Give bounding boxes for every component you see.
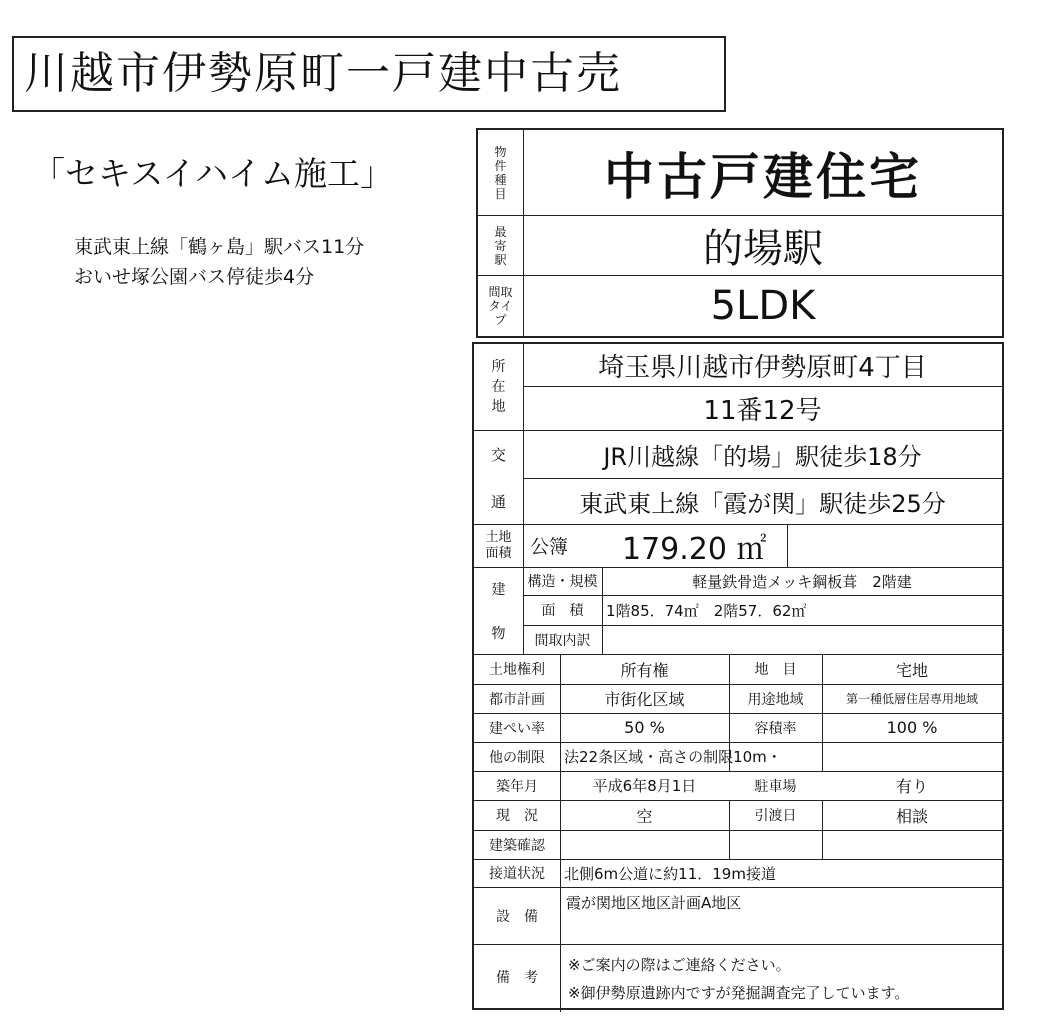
zoning-value: 第一種低層住居専用地域 xyxy=(845,692,978,706)
location-line-1: 埼玉県川越市伊勢原町4丁目 xyxy=(598,352,927,383)
access-line-1: 東武東上線「鶴ヶ島」駅バス11分 xyxy=(74,236,365,258)
summary-value-station: 的場駅 xyxy=(703,226,823,272)
remarks-line-2: ※御伊勢原遺跡内ですが発掘調査完了しています。 xyxy=(568,984,910,1002)
coverage-label: 建ぺい率 xyxy=(489,720,545,737)
summary-label-layout: 間取タイプ xyxy=(478,276,524,336)
handover-label: 引渡日 xyxy=(754,808,797,824)
built-value: 平成6年8月1日 xyxy=(592,777,697,795)
built-label: 築年月 xyxy=(496,778,538,795)
chimoku-value: 宅地 xyxy=(895,660,928,680)
layout-breakdown-value xyxy=(602,625,1002,654)
handover-value: 相談 xyxy=(895,806,928,826)
transport-line-1: JR川越線「的場」駅徒歩18分 xyxy=(603,442,922,471)
building-label-2: 物 xyxy=(491,625,506,642)
location-label: 所在地 xyxy=(491,359,506,415)
area-value: 1階85．74㎡ 2階57．62㎡ xyxy=(606,601,807,620)
confirm-value xyxy=(560,830,1002,859)
status-value: 空 xyxy=(636,806,653,826)
summary-row-station xyxy=(478,216,1002,276)
structure-value: 軽量鉄骨造メッキ鋼板葺 2階建 xyxy=(692,572,912,591)
land-area-label: 土地面積 xyxy=(485,529,512,561)
layout-breakdown-label: 間取内訳 xyxy=(534,632,591,649)
restriction-label: 他の制限 xyxy=(489,749,545,766)
city-plan-value: 市街化区域 xyxy=(604,690,685,709)
land-area-value: 179.20 ㎡ xyxy=(622,531,767,567)
coverage-value: 50 % xyxy=(624,718,665,737)
restriction-value: 法22条区域・高さの制限10m・ xyxy=(564,748,782,766)
summary-label-station: 最寄駅 xyxy=(478,216,524,275)
road-value: 北側6m公道に約11．19m接道 xyxy=(564,864,776,883)
far-label: 容積率 xyxy=(754,720,797,737)
chimoku-label: 地 目 xyxy=(754,662,797,678)
land-area-kind: 公簿 xyxy=(530,536,569,558)
status-label: 現 況 xyxy=(496,808,538,824)
parking-value: 有り xyxy=(895,777,928,796)
remarks-label: 備 考 xyxy=(496,970,538,986)
location-line-2: 11番12号 xyxy=(703,395,822,426)
summary-row-layout xyxy=(478,276,1002,336)
transport-label-2: 通 xyxy=(490,492,506,511)
summary-label-type: 物件種目 xyxy=(478,130,524,215)
confirm-label: 建築確認 xyxy=(489,837,545,854)
summary-table xyxy=(476,128,1004,338)
land-right-value: 所有権 xyxy=(620,660,669,680)
builder-note: 「セキスイハイム施工」 xyxy=(32,154,394,193)
page-title: 川越市伊勢原町一戸建中古売 xyxy=(12,36,726,112)
structure-label: 構造・規模 xyxy=(527,574,598,590)
parking-label: 駐車場 xyxy=(754,778,797,795)
facility-label: 設 備 xyxy=(496,908,538,925)
summary-row-type xyxy=(478,130,1002,216)
transport-label-1: 交 xyxy=(490,445,506,464)
building-label-1: 建 xyxy=(491,582,506,598)
access-line-2: おいせ塚公園バス停徒歩4分 xyxy=(74,266,315,288)
land-right-label: 土地権利 xyxy=(489,662,545,678)
remarks-line-1: ※ご案内の際はご連絡ください。 xyxy=(568,956,791,974)
far-value: 100 % xyxy=(886,718,938,737)
area-label: 面 積 xyxy=(541,603,584,619)
city-plan-label: 都市計画 xyxy=(489,691,545,708)
summary-value-layout: 5LDK xyxy=(710,283,816,329)
summary-value-type: 中古戸建住宅 xyxy=(604,147,922,206)
road-label: 接道状況 xyxy=(489,866,545,882)
details-table xyxy=(472,342,1004,1010)
transport-line-2: 東武東上線「霞が関」駅徒歩25分 xyxy=(579,489,946,518)
facility-value: 霞が関地区地区計画A地区 xyxy=(566,894,742,912)
zoning-label: 用途地域 xyxy=(747,691,804,708)
